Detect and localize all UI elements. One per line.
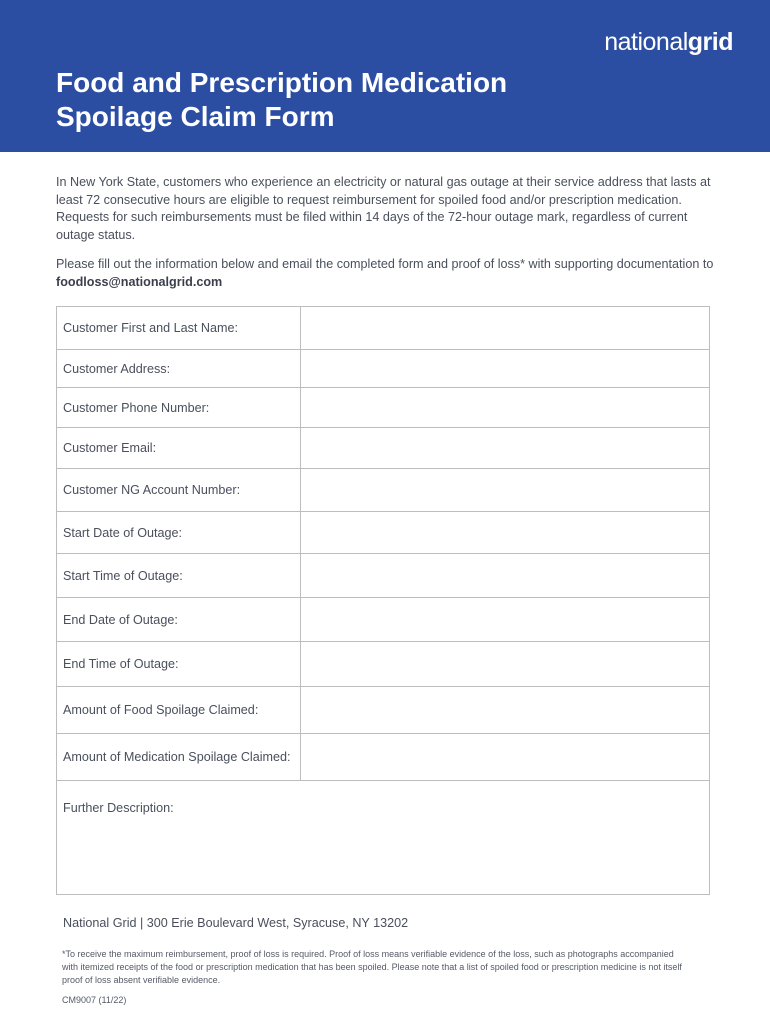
field-label: Customer Email:	[57, 428, 301, 468]
logo-bold: grid	[687, 28, 733, 56]
field-label: Customer Address:	[57, 350, 301, 387]
claim-form-table	[56, 306, 710, 895]
form-row-start-date	[57, 512, 709, 554]
field-label: End Time of Outage:	[57, 642, 301, 686]
national-grid-logo	[604, 28, 733, 57]
end-time-field[interactable]	[301, 642, 709, 686]
form-row-start-time	[57, 554, 709, 598]
intro-paragraph: In New York State, customers who experience an electricity or natural gas outage at their service address that lasts at least 72 consecutive hours are eligible to request reimbursement for spoiled food and/or prescription medication. Requests for such reimbursements must be filed within 14 days of the 72-hour outage mark, regardless of current outage status.	[56, 175, 711, 242]
name-field[interactable]	[301, 307, 709, 349]
title-line-2: Spoilage Claim Form	[56, 101, 335, 132]
field-label: Customer NG Account Number:	[57, 469, 301, 511]
email-field[interactable]	[301, 428, 709, 468]
form-row-end-time	[57, 642, 709, 687]
field-label: Amount of Medication Spoilage Claimed:	[57, 734, 301, 780]
email-address: foodloss@nationalgrid.com	[56, 274, 223, 289]
field-label: Start Date of Outage:	[57, 512, 301, 553]
field-label: Customer First and Last Name:	[57, 307, 301, 349]
account-number-field[interactable]	[301, 469, 709, 511]
field-label: Start Time of Outage:	[57, 554, 301, 597]
company-address: National Grid | 300 Erie Boulevard West, Syracuse, NY 13202	[63, 916, 409, 930]
proof-of-loss-footnote: *To receive the maximum reimbursement, proof of loss is required. Proof of loss means verifiable evidence of the loss, such as photographs accompanied with itemized receipts of the food or prescription medication that has been spoiled. Please note that a list of spoiled food or prescription medicine is not itself proof of loss absent verifiable evidence.	[62, 949, 682, 985]
header-banner	[0, 0, 770, 152]
medication-spoilage-amount-field[interactable]	[301, 734, 709, 780]
field-label: Customer Phone Number:	[57, 388, 301, 427]
start-date-field[interactable]	[301, 512, 709, 553]
instruction-text: Please fill out the information below and email the completed form and proof of loss* with supporting documentation to	[56, 257, 714, 271]
start-time-field[interactable]	[301, 554, 709, 597]
field-label: Amount of Food Spoilage Claimed:	[57, 687, 301, 733]
address-field[interactable]	[301, 350, 709, 387]
instruction-paragraph	[56, 256, 726, 291]
description-label: Further Description:	[63, 801, 174, 815]
logo-regular: national	[604, 28, 688, 56]
page-title	[56, 66, 616, 134]
form-row-phone	[57, 388, 709, 428]
form-row-name	[57, 307, 709, 350]
title-line-1: Food and Prescription Medication	[56, 67, 508, 98]
end-date-field[interactable]	[301, 598, 709, 641]
form-row-account	[57, 469, 709, 512]
form-row-end-date	[57, 598, 709, 642]
form-row-food-amount	[57, 687, 709, 734]
form-row-medication-amount	[57, 734, 709, 781]
field-label: End Date of Outage:	[57, 598, 301, 641]
form-row-description[interactable]	[57, 781, 709, 894]
phone-field[interactable]	[301, 388, 709, 427]
form-row-address	[57, 350, 709, 388]
form-row-email	[57, 428, 709, 469]
form-code: CM9007 (11/22)	[62, 995, 127, 1005]
food-spoilage-amount-field[interactable]	[301, 687, 709, 733]
